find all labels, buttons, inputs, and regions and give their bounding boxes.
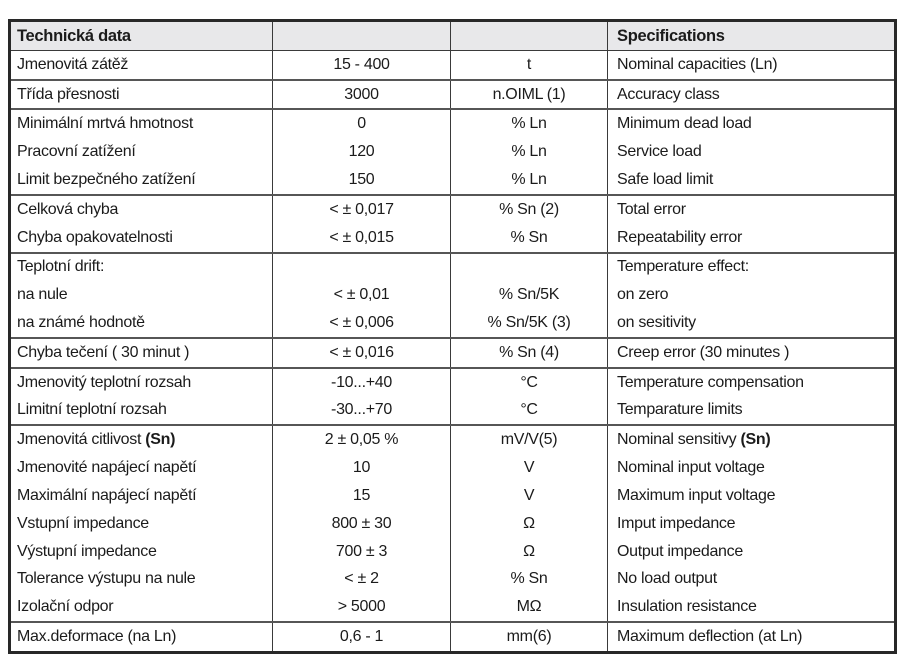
table-row — [11, 254, 894, 282]
czech-header-label: Technická data — [17, 26, 131, 45]
czech-label-cell: Jmenovité napájecí napětí — [11, 454, 273, 482]
unit-cell: % Sn (4) — [451, 339, 608, 367]
unit-cell: Ω — [451, 510, 608, 538]
unit-cell: MΩ — [451, 593, 608, 621]
table-row — [11, 110, 894, 138]
unit-cell: V — [451, 454, 608, 482]
czech-label-cell: Vstupní impedance — [11, 510, 273, 538]
unit-cell: °C — [451, 369, 608, 397]
table-row — [11, 482, 894, 510]
unit-cell: % Ln — [451, 110, 608, 138]
english-label-cell: Output impedance — [617, 542, 743, 560]
table-row — [11, 166, 894, 196]
unit-cell: % Sn/5K — [451, 281, 608, 309]
czech-label-cell: Pracovní zatížení — [11, 138, 273, 166]
unit-cell: % Ln — [451, 166, 608, 194]
value-cell: < ± 0,017 — [273, 196, 451, 224]
czech-label-cell: Limit bezpečného zatížení — [11, 166, 273, 194]
table-row — [11, 138, 894, 166]
english-label-cell: Insulation resistance — [617, 598, 757, 616]
english-label-cell: Nominal input voltage — [617, 459, 765, 477]
english-label-cell: Maximum deflection (at Ln) — [617, 627, 803, 645]
english-label-cell: Minimum dead load — [617, 115, 752, 133]
czech-label-cell: Celková chyba — [11, 196, 273, 224]
table-row — [11, 196, 894, 224]
czech-label-cell: Limitní teplotní rozsah — [11, 397, 273, 425]
value-cell: 15 - 400 — [273, 51, 451, 79]
table-row — [11, 397, 894, 427]
czech-label-cell: Jmenovitý teplotní rozsah — [11, 369, 273, 397]
value-cell: 15 — [273, 482, 451, 510]
value-cell: 700 ± 3 — [273, 538, 451, 566]
english-label-cell: Repeatability error — [617, 228, 743, 246]
value-cell: < ± 0,016 — [273, 339, 451, 367]
czech-label-cell: Max.deformace (na Ln) — [11, 623, 273, 651]
table-row — [11, 369, 894, 397]
czech-label-cell: Třída přesnosti — [11, 81, 273, 109]
table-row — [11, 538, 894, 566]
english-label-cell: Creep error (30 minutes ) — [617, 343, 790, 361]
unit-cell — [451, 254, 608, 282]
table-row — [11, 565, 894, 593]
value-cell: 800 ± 30 — [273, 510, 451, 538]
english-label-cell: Service load — [617, 143, 702, 161]
unit-cell: Ω — [451, 538, 608, 566]
value-cell: < ± 2 — [273, 565, 451, 593]
czech-label-cell: Chyba opakovatelnosti — [11, 224, 273, 252]
value-cell: 0,6 - 1 — [273, 623, 451, 651]
table-row — [11, 426, 894, 454]
unit-cell: V — [451, 482, 608, 510]
english-label-cell: on zero — [617, 286, 669, 304]
value-cell: > 5000 — [273, 593, 451, 621]
value-cell: -30...+70 — [273, 397, 451, 425]
table-row — [11, 339, 894, 369]
czech-label-cell: Teplotní drift: — [11, 254, 273, 282]
value-cell: -10...+40 — [273, 369, 451, 397]
czech-label-cell: Maximální napájecí napětí — [11, 482, 273, 510]
unit-cell: % Sn/5K (3) — [451, 309, 608, 337]
english-label-cell: Nominal capacities (Ln) — [617, 55, 778, 73]
technical-data-table — [8, 19, 897, 654]
czech-label-cell: na nule — [11, 281, 273, 309]
table-row — [11, 224, 894, 254]
value-cell: < ± 0,006 — [273, 309, 451, 337]
english-header-cell — [608, 22, 894, 50]
table-row — [11, 593, 894, 623]
czech-label-cell: Chyba tečení ( 30 minut ) — [11, 339, 273, 367]
czech-label-cell: Výstupní impedance — [11, 538, 273, 566]
unit-cell: mm(6) — [451, 623, 608, 651]
unit-cell: % Ln — [451, 138, 608, 166]
english-label-cell: on sesitivity — [617, 314, 696, 332]
unit-cell: % Sn — [451, 224, 608, 252]
value-header-cell — [273, 22, 451, 50]
english-label-cell: Temparature limits — [617, 401, 743, 419]
table-row — [11, 309, 894, 339]
table-row — [11, 281, 894, 309]
unit-cell: n.OIML (1) — [451, 81, 608, 109]
table-row — [11, 454, 894, 482]
english-label-cell: Nominal sensitivy (Sn) — [617, 431, 771, 449]
value-cell: 150 — [273, 166, 451, 194]
table-row — [11, 81, 894, 111]
value-cell: 10 — [273, 454, 451, 482]
czech-label-cell: Jmenovitá zátěž — [11, 51, 273, 79]
unit-header-cell — [451, 22, 608, 50]
english-label-cell: Temperature compensation — [617, 373, 804, 391]
value-cell: 120 — [273, 138, 451, 166]
value-cell: < ± 0,015 — [273, 224, 451, 252]
english-label-cell: Temperature effect: — [617, 258, 749, 276]
unit-cell: mV/V(5) — [451, 426, 608, 454]
table-row — [11, 510, 894, 538]
value-cell — [273, 254, 451, 282]
czech-header-cell — [11, 22, 273, 50]
english-label-cell: Maximum input voltage — [617, 486, 776, 504]
czech-label-cell: Tolerance výstupu na nule — [11, 565, 273, 593]
english-label-cell: Safe load limit — [617, 170, 713, 188]
english-header-label: Specifications — [617, 26, 725, 45]
unit-cell: % Sn (2) — [451, 196, 608, 224]
english-label-cell: Total error — [617, 200, 686, 218]
english-label-cell: No load output — [617, 570, 717, 588]
czech-label-cell: Minimální mrtvá hmotnost — [11, 110, 273, 138]
table-header-row — [11, 22, 894, 51]
unit-cell: °C — [451, 397, 608, 425]
value-cell: < ± 0,01 — [273, 281, 451, 309]
value-cell: 0 — [273, 110, 451, 138]
value-cell: 2 ± 0,05 % — [273, 426, 451, 454]
unit-cell: % Sn — [451, 565, 608, 593]
czech-label-cell: Izolační odpor — [11, 593, 273, 621]
czech-label-cell: na známé hodnotě — [11, 309, 273, 337]
value-cell: 3000 — [273, 81, 451, 109]
english-label-cell: Accuracy class — [617, 85, 720, 103]
english-label-cell: Imput impedance — [617, 514, 736, 532]
table-row — [11, 51, 894, 81]
unit-cell: t — [451, 51, 608, 79]
czech-label-cell: Jmenovitá citlivost (Sn) — [11, 426, 273, 454]
table-row — [11, 623, 894, 651]
